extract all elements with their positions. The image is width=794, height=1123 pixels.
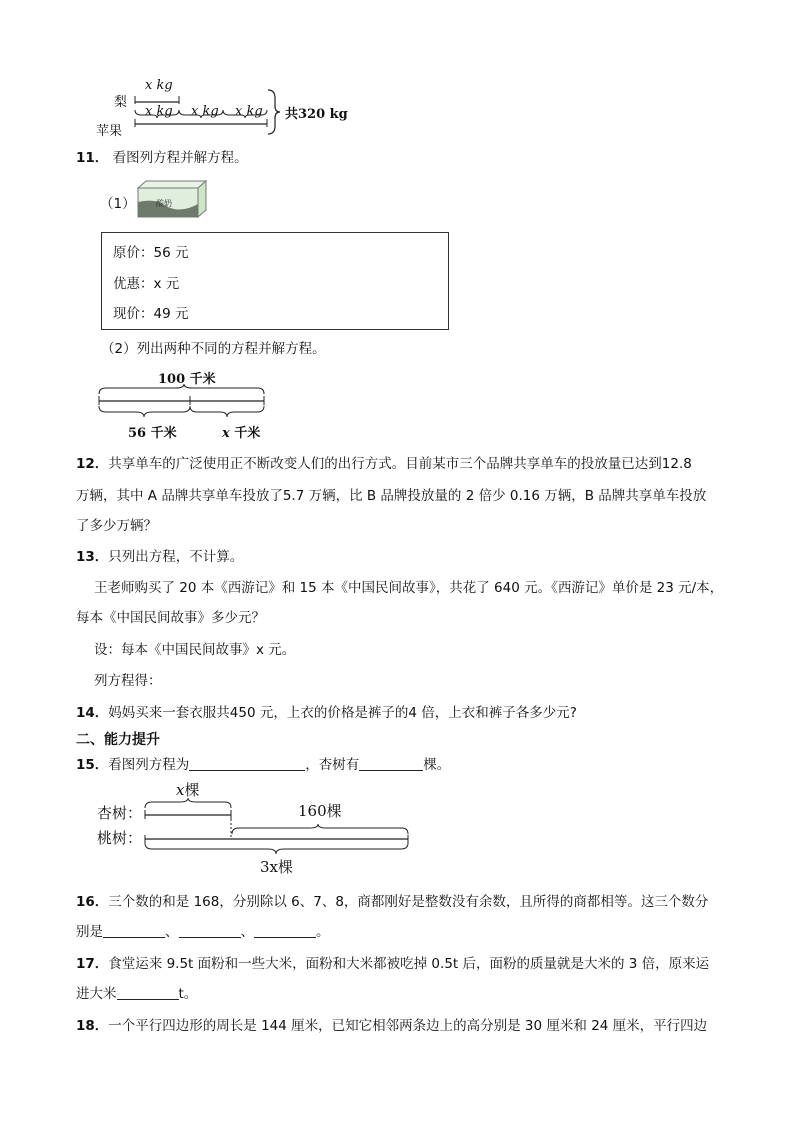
pear-label: 梨 xyxy=(114,95,128,110)
q15-equation-blank[interactable] xyxy=(189,756,305,771)
q13-line1: 王老师购买了 20 本《西游记》和 15 本《中国民间故事》，共花了 640 元。《西游记》单价是 23 元/本， xyxy=(94,580,724,596)
apricot-var: x xyxy=(176,781,185,799)
apricot-label: 杏树： xyxy=(97,804,143,822)
q15-text-c: 棵。 xyxy=(423,757,451,773)
distance-right-label xyxy=(222,422,260,441)
q12-number: 12． xyxy=(76,456,109,472)
question-17 xyxy=(76,952,709,972)
q12-line1: 共享单车的广泛使用正不断改变人们的出行方式。目前某市三个品牌共享单车的投放量已达到12.8 xyxy=(108,456,692,472)
q16-line2 xyxy=(76,920,330,940)
q16-blank-2[interactable] xyxy=(179,923,241,938)
q16-blank-1[interactable] xyxy=(103,923,165,938)
q15-apricot-blank[interactable] xyxy=(359,756,423,771)
total-label: 共320 kg xyxy=(285,107,348,122)
price-original: 原价：56 元 xyxy=(113,245,189,261)
q13-equation-prompt: 列方程得： xyxy=(94,673,162,689)
q17-line2-text: 进大米 xyxy=(76,986,117,1002)
distance-right-unit: 千米 xyxy=(229,426,261,441)
q18-line1: 一个平行四边形的周长是 144 厘米，已知它相邻两条边上的高分别是 30 厘米和 24 厘米，平行四边 xyxy=(108,1018,708,1034)
q11-part1-label: （1） xyxy=(100,196,136,212)
price-current: 现价：49 元 xyxy=(113,306,189,322)
apple-segment-label-1: x kg xyxy=(145,104,173,119)
q15-number: 15． xyxy=(76,757,109,773)
apricot-unit: 棵 xyxy=(184,781,200,799)
q15-text-b: ，杏树有 xyxy=(305,757,360,773)
distance-right-var: x xyxy=(222,426,230,441)
q17-line2 xyxy=(76,982,197,1002)
diff-label: 160棵 xyxy=(298,802,342,820)
apple-segment-label-2: x kg xyxy=(191,104,219,119)
q16-sep-2: 、 xyxy=(240,924,254,940)
q13-number: 13． xyxy=(76,549,109,565)
peach-label: 桃树： xyxy=(97,829,143,847)
q16-sep-1: 、 xyxy=(165,924,179,940)
q13-let: 设：每本《中国民间故事》x 元。 xyxy=(94,642,296,658)
q17-blank[interactable] xyxy=(117,985,179,1000)
question-14 xyxy=(76,701,577,721)
pear-apple-bars xyxy=(125,88,285,136)
section-2-title: 二、能力提升 xyxy=(76,732,160,748)
question-18 xyxy=(76,1014,707,1034)
q17-unit: t。 xyxy=(178,986,198,1002)
distance-total-label: 100 千米 xyxy=(158,372,216,387)
yogurt-carton-image xyxy=(136,180,208,218)
apple-label: 苹果 xyxy=(96,124,123,139)
apple-segment-label-3: x kg xyxy=(235,104,263,119)
q13-text: 只列出方程，不计算。 xyxy=(108,549,244,565)
question-11 xyxy=(76,146,248,166)
q14-number: 14． xyxy=(76,705,109,721)
q15-text-a: 看图列方程为 xyxy=(108,757,190,773)
q11-number: 11． xyxy=(76,150,109,166)
q16-line1: 三个数的和是 168，分别除以 6、7、8，商都刚好是整数没有余数，且所得的商都相等。这三个数分 xyxy=(108,894,709,910)
q13-line2: 每本《中国民间故事》多少元？ xyxy=(76,610,265,626)
q12-line3: 了多少万辆？ xyxy=(76,518,157,534)
question-12 xyxy=(76,452,692,472)
q16-number: 16． xyxy=(76,894,109,910)
q11-part2-text: （2）列出两种不同的方程并解方程。 xyxy=(101,341,326,357)
pear-segment-label: x kg xyxy=(145,78,173,93)
q16-line2-text: 别是 xyxy=(76,924,103,940)
peach-total-var: 3x xyxy=(260,858,279,876)
distance-left-label: 56 千米 xyxy=(128,426,177,441)
q11-text: 看图列方程并解方程。 xyxy=(112,150,248,166)
peach-total-unit: 棵 xyxy=(278,858,294,876)
distance-diagram xyxy=(96,384,270,420)
q14-text: 妈妈买来一套衣服共450 元，上衣的价格是裤子的4 倍，上衣和裤子各多少元? xyxy=(108,705,577,721)
q16-blank-3[interactable] xyxy=(254,923,316,938)
question-16 xyxy=(76,890,708,910)
carton-label: 酸奶 xyxy=(156,199,172,208)
question-13 xyxy=(76,545,243,565)
q16-end: 。 xyxy=(316,924,330,940)
tree-bars xyxy=(140,798,414,856)
price-discount: 优惠：x 元 xyxy=(113,276,180,292)
q17-line1: 食堂运来 9.5t 面粉和一些大米，面粉和大米都被吃掉 0.5t 后，面粉的质量就是大米的 3 倍，原来运 xyxy=(108,956,710,972)
q12-line2: 万辆，其中 A 品牌共享单车投放了5.7 万辆，比 B 品牌投放量的 2 倍少 0.16 万辆，B 品牌共享单车投放 xyxy=(76,488,707,504)
question-15 xyxy=(76,753,450,773)
q17-number: 17． xyxy=(76,956,109,972)
q18-number: 18． xyxy=(76,1018,109,1034)
